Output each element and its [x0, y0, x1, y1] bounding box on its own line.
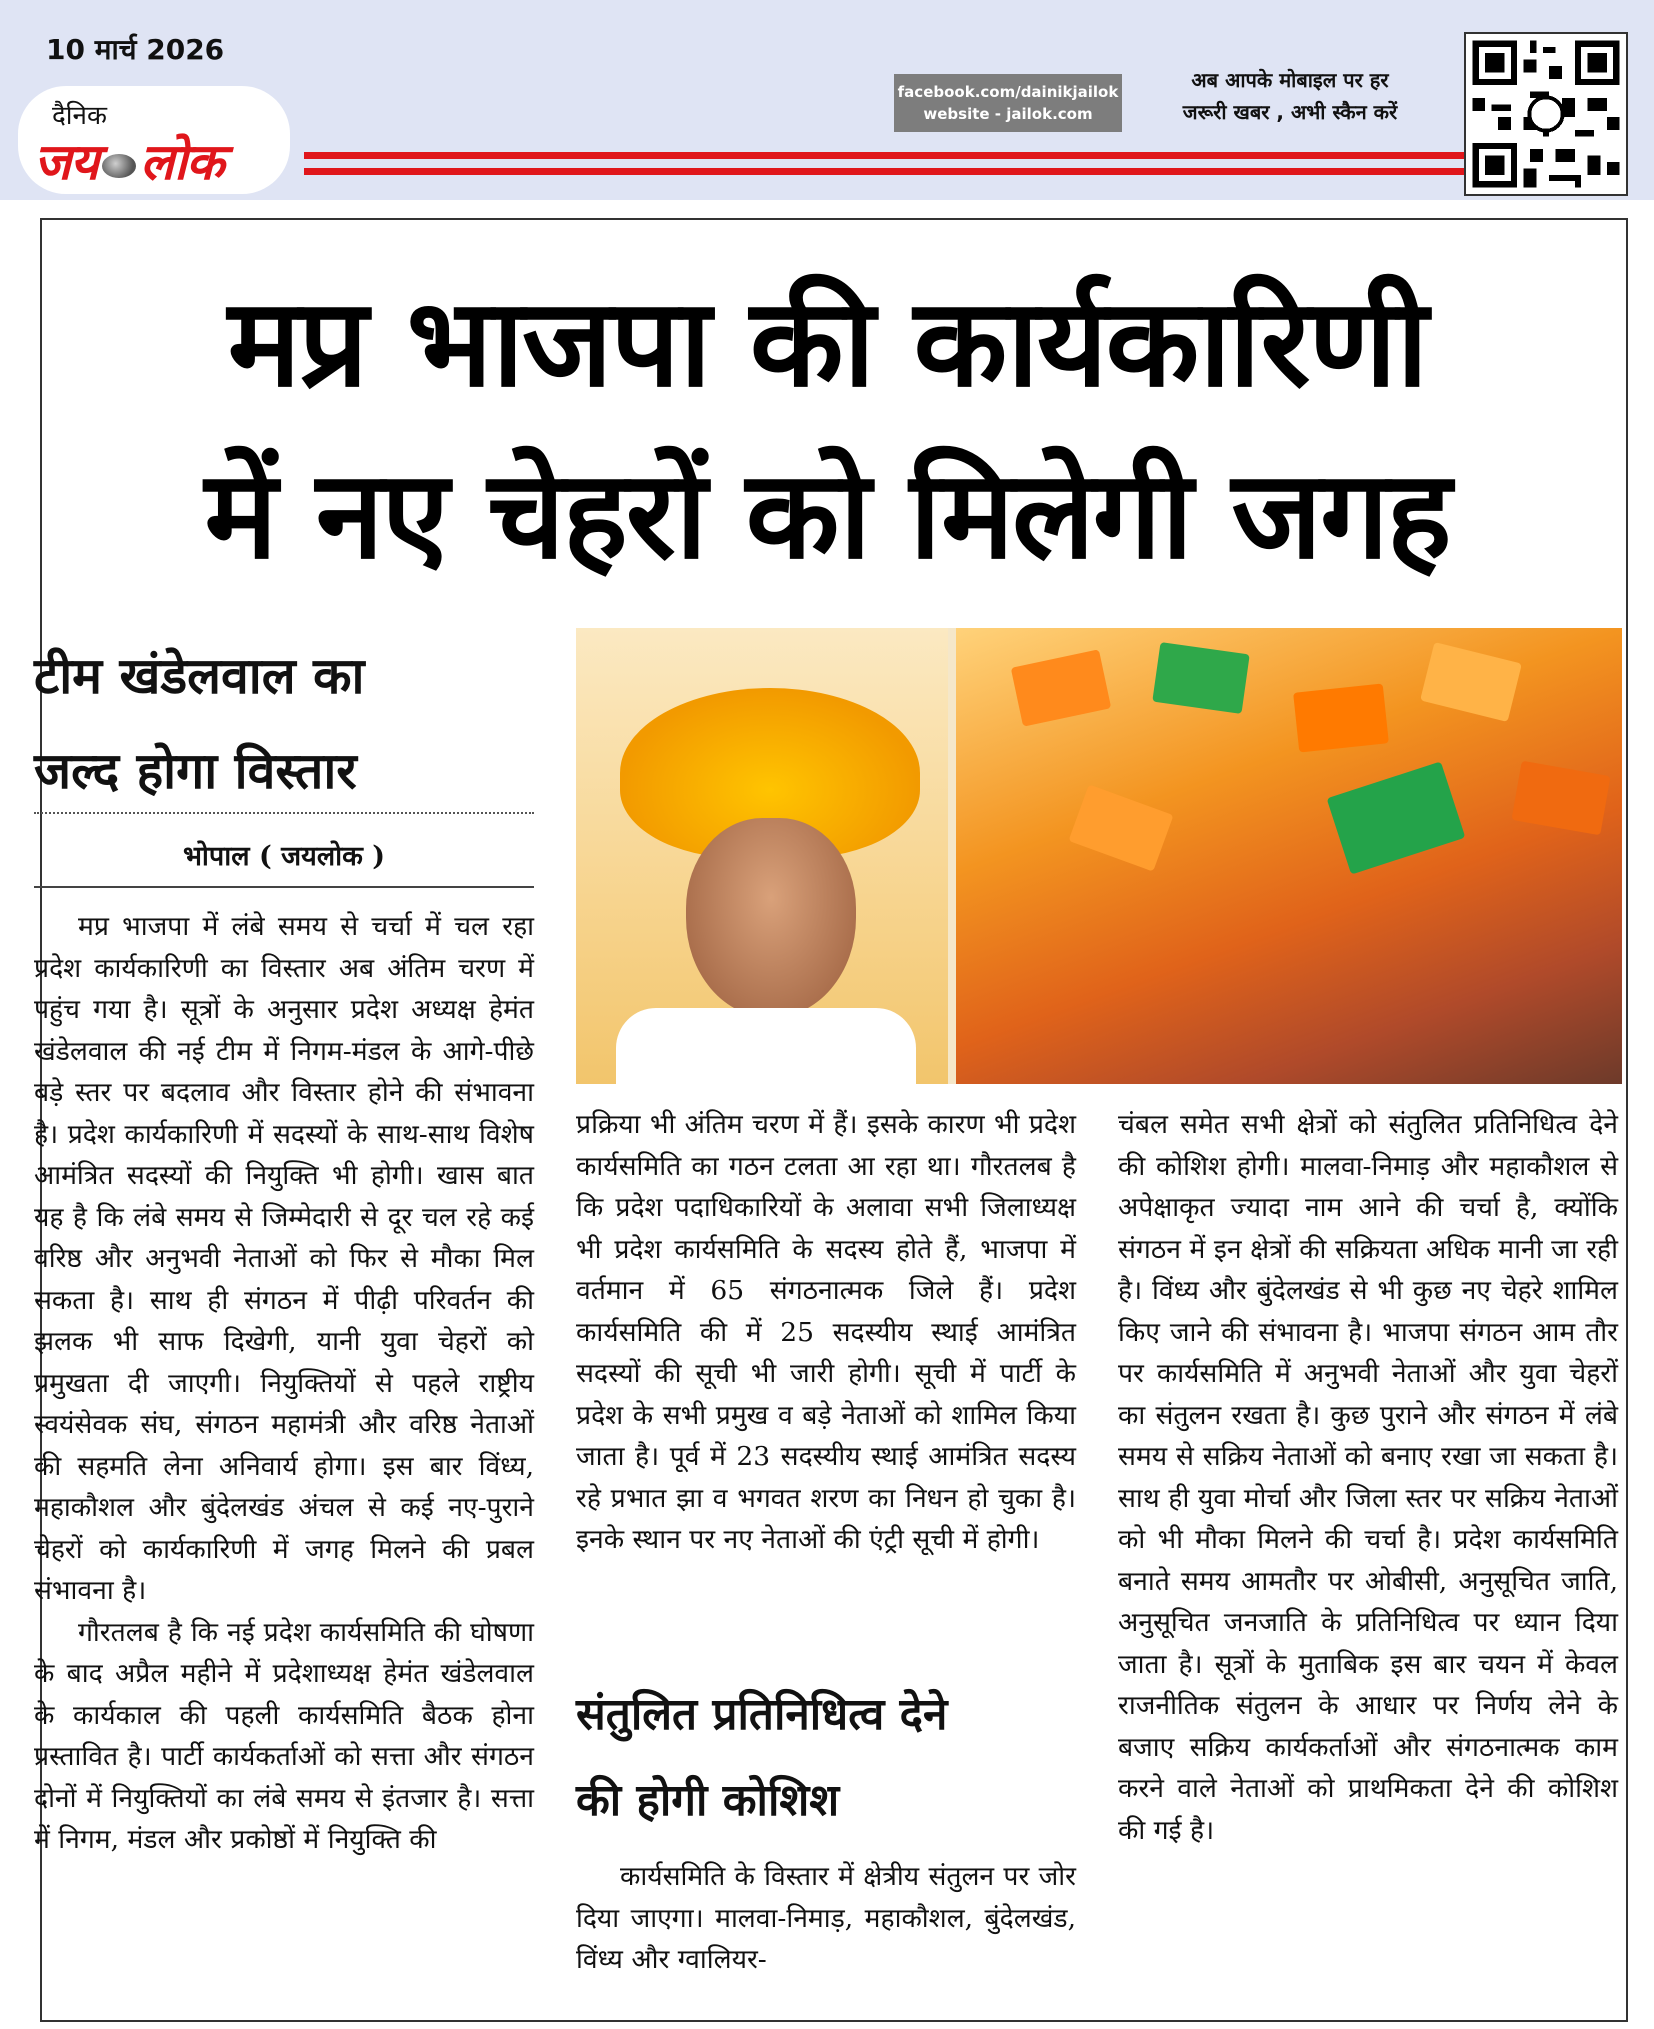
section-heading-line1: संतुलित प्रतिनिधित्व देने	[576, 1689, 948, 1740]
scan-prompt	[1160, 64, 1420, 128]
col2-paragraph-1: प्रक्रिया भी अंतिम चरण में हैं। इसके कारण भी प्रदेश कार्यसमिति का गठन टलता आ रहा था। गौरतलब है कि प्रदेश पदाधिकारियों के अलावा सभी जिलाध्यक्ष भी प्रदेश कार्यसमिति के सदस्य होते हैं, भाजपा में वर्तमान में 65 संगठनात्मक जिले हैं। प्रदेश कार्यसमिति की में 25 सदस्यीय स्थाई आमंत्रित सदस्यों की सूची भी जारी होगी। सूची में पार्टी के प्रदेश के सभी प्रमुख व बड़े नेताओं को शामिल किया जाता है। पूर्व में 23 सदस्यीय स्थाई आमंत्रित सदस्य रहे प्रभात झा व भगवत शरण का निधन हो चुका है। इनके स्थान पर नए नेताओं की एंट्री सूची में होगी।	[576, 1109, 1076, 1555]
byline: भोपाल ( जयलोक )	[182, 841, 386, 872]
issue-date: 10 मार्च 2026	[46, 33, 225, 66]
rally-crowd-photo	[956, 628, 1622, 1084]
party-flag	[1293, 683, 1389, 752]
portrait-shirt	[616, 1008, 916, 1084]
masthead-rule-bottom	[304, 168, 1624, 175]
article-column-3	[1118, 1104, 1618, 1851]
col2-paragraph-2: कार्यसमिति के विस्तार में क्षेत्रीय संतुलन पर जोर दिया जाएगा। मालवा-निमाड़, महाकौशल, बुंदेलखंड, विंध्य और ग्वालियर-	[576, 1861, 1076, 1975]
portrait-face	[686, 818, 856, 1018]
dotted-divider	[34, 812, 534, 814]
article-column-1	[34, 906, 534, 1861]
party-flag	[1327, 761, 1466, 874]
party-flag	[1068, 784, 1173, 871]
logo-prefix: दैनिक	[52, 101, 107, 131]
masthead-rule-top	[304, 152, 1624, 159]
article-photo	[576, 628, 1622, 1084]
section-heading-line2: की होगी कोशिश	[576, 1775, 840, 1826]
col3-paragraph-1: चंबल समेत सभी क्षेत्रों को संतुलित प्रतिनिधित्व देने की कोशिश होगी। मालवा-निमाड़ और महाकौशल से अपेक्षाकृत ज्यादा नाम आने की चर्चा है, क्योंकि संगठन में इन क्षेत्रों की सक्रियता अधिक मानी जा रही है। विंध्य और बुंदेलखंड से भी कुछ नए चेहरे शामिल किए जाने की संभावना है। भाजपा संगठन आम तौर पर कार्यसमिति में अनुभवी नेताओं और युवा चेहरों का संतुलन रखता है। कुछ पुराने और संगठन में लंबे समय से सक्रिय नेताओं को बनाए रखा जा सकता है। साथ ही युवा मोर्चा और जिला स्तर पर सक्रिय नेताओं को भी मौका मिलने की चर्चा है। प्रदेश कार्यसमिति बनाते समय आमतौर पर ओबीसी, अनुसूचित जाति, अनुसूचित जनजाति के प्रतिनिधित्व पर ध्यान दिया जाता है। सूत्रों के मुताबिक इस बार चयन में केवल राजनीतिक संतुलन के आधार पर निर्णय लेने के बजाए सक्रिय कार्यकर्ताओं और संगठनात्मक काम करने वाले नेताओं को प्राथमिकता देने की कोशिश की गई है।	[1118, 1109, 1618, 1846]
subheadline-line1: टीम खंडेलवाल का	[34, 646, 365, 705]
qr-code-icon[interactable]	[1464, 32, 1628, 196]
headline-line2: में नए चेहरों को मिलेगी जगह	[204, 444, 1450, 586]
party-flag	[1152, 642, 1249, 714]
subheadline-line2: जल्द होगा विस्तार	[34, 741, 357, 800]
scan-prompt-line1: अब आपके मोबाइल पर हर	[1191, 68, 1389, 92]
party-flag	[1420, 642, 1522, 722]
leader-portrait	[576, 628, 948, 1084]
logo-right-word: लोक	[140, 133, 224, 191]
col1-paragraph-1: मप्र भाजपा में लंबे समय से चर्चा में चल रहा प्रदेश कार्यकारिणी का विस्तार अब अंतिम चरण में पहुंच गया है। सूत्रों के अनुसार प्रदेश अध्यक्ष हेमंत खंडेलवाल की नई टीम में निगम-मंडल के आगे-पीछे बड़े स्तर पर बदलाव और विस्तार होने की संभावना है। प्रदेश कार्यकारिणी में सदस्यों के साथ-साथ विशेष आमंत्रित सदस्यों की नियुक्ति भी होगी। खास बात यह है कि लंबे समय से जिम्मेदारी से दूर चल रहे कई वरिष्ठ और अनुभवी नेताओं को फिर से मौका मिल सकता है। साथ ही संगठन में पीढ़ी परिवर्तन की झलक भी साफ दिखेगी, यानी युवा चेहरों को प्रमुखता दी जाएगी। नियुक्तियों से पहले राष्ट्रीय स्वयंसेवक संघ, संगठन महामंत्री और वरिष्ठ नेताओं की सहमति लेना अनिवार्य होगा। इस बार विंध्य, महाकौशल और बुंदेलखंड अंचल से कई नए-पुराने चेहरों को कार्यकारिणी में जगह मिलने की प्रबल संभावना है।	[34, 911, 534, 1606]
article-column-2	[576, 1104, 1076, 1561]
col1-paragraph-2: गौरतलब है कि नई प्रदेश कार्यसमिति की घोषणा के बाद अप्रैल महीने में प्रदेशाध्यक्ष हेमंत खंडेलवाल के कार्यकाल की पहली कार्यसमिति बैठक होना प्रस्तावित है। पार्टी कार्यकर्ताओं को सत्ता और संगठन दोनों में नियुक्तियों का लंबे समय से इंतजार है। सत्ता में निगम, मंडल और प्रकोष्ठों में नियुक्ति की	[34, 1616, 534, 1855]
party-flag	[1511, 761, 1610, 836]
scan-prompt-line2: जरूरी खबर , अभी स्कैन करें	[1182, 100, 1398, 124]
byline-divider	[34, 886, 534, 888]
newspaper-logo[interactable]	[18, 86, 290, 194]
party-flag	[1011, 649, 1112, 726]
social-links-box	[894, 74, 1122, 132]
logo-left-word: जय	[34, 133, 99, 191]
website-link[interactable]: website - jailok.com	[923, 105, 1093, 123]
headline-line1: मप्र भाजपा की कार्यकारिणी	[227, 272, 1427, 414]
facebook-link[interactable]: facebook.com/dainikjailok	[897, 83, 1119, 101]
globe-icon	[102, 154, 136, 178]
logo-wordmark	[34, 126, 223, 194]
article-column-2-continued	[576, 1856, 1076, 1981]
masthead	[0, 0, 1654, 200]
